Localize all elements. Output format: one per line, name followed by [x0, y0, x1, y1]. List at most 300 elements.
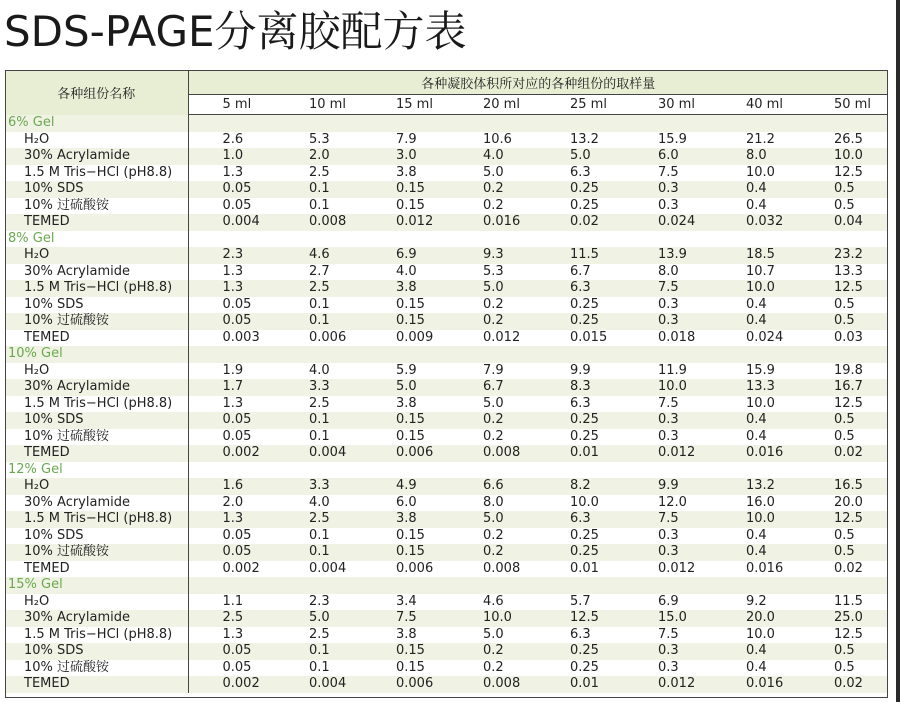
value-cell: 0.25 — [536, 544, 624, 561]
empty-cell — [536, 462, 624, 479]
value-cell: 2.0 — [275, 148, 362, 165]
value-cell: 7.5 — [362, 610, 449, 627]
table-row — [5, 297, 888, 314]
empty-cell — [712, 231, 800, 248]
value-cell: 0.3 — [624, 643, 712, 660]
table-row — [5, 412, 888, 429]
component-name-cell: 10% SDS — [5, 643, 188, 660]
value-cell: 7.9 — [396, 131, 417, 147]
value-cell: 7.5 — [658, 164, 679, 180]
volume-group-header: 各种凝胶体积所对应的各种组份的取样量 — [188, 70, 888, 95]
value-cell: 0.05 — [222, 296, 252, 312]
value-cell: 1.3 — [188, 280, 275, 297]
value-cell: 0.4 — [712, 313, 800, 330]
gel-section-row — [5, 346, 888, 363]
value-cell: 11.5 — [834, 593, 863, 609]
value-cell: 10.0 — [570, 494, 599, 510]
value-cell: 0.2 — [483, 197, 504, 213]
value-cell: 1.1 — [222, 593, 244, 609]
value-cell: 0.4 — [746, 197, 767, 213]
empty-cell — [449, 115, 536, 132]
value-cell: 2.7 — [309, 263, 330, 279]
value-cell: 0.3 — [658, 428, 679, 444]
component-name-cell: 1.5 M Tris−HCl (pH8.8) — [5, 165, 188, 182]
value-cell: 0.5 — [834, 527, 855, 543]
table-row — [5, 330, 888, 347]
value-cell: 0.25 — [570, 428, 599, 444]
component-name-cell: 10% 过硫酸铵 — [5, 544, 188, 561]
value-cell: 6.3 — [570, 395, 591, 411]
value-cell: 3.8 — [396, 395, 417, 411]
empty-cell — [188, 346, 275, 363]
value-cell: 0.25 — [570, 659, 599, 675]
component-name-cell: 30% Acrylamide — [5, 610, 188, 627]
value-cell: 0.2 — [449, 412, 536, 429]
empty-cell — [800, 115, 888, 132]
empty-cell — [712, 115, 800, 132]
value-cell: 0.004 — [188, 214, 275, 231]
value-cell: 3.8 — [396, 164, 417, 180]
empty-cell — [800, 231, 888, 248]
value-cell: 2.5 — [309, 626, 330, 642]
value-cell: 0.006 — [362, 676, 449, 693]
value-cell: 3.3 — [275, 379, 362, 396]
empty-cell — [275, 231, 362, 248]
volume-header-cell: 25 ml — [536, 95, 624, 115]
value-cell: 0.008 — [483, 560, 521, 576]
table-row — [5, 528, 888, 545]
table-row — [5, 280, 888, 297]
empty-cell — [624, 462, 712, 479]
value-cell: 0.024 — [624, 214, 712, 231]
empty-cell — [624, 346, 712, 363]
value-cell: 9.2 — [746, 593, 767, 609]
value-cell: 0.02 — [800, 676, 888, 693]
value-cell: 20.0 — [712, 610, 800, 627]
value-cell: 0.02 — [536, 214, 624, 231]
empty-cell — [275, 462, 362, 479]
value-cell: 1.3 — [222, 263, 244, 279]
value-cell: 0.15 — [396, 296, 425, 312]
value-cell: 0.5 — [800, 313, 888, 330]
value-cell: 7.5 — [624, 511, 712, 528]
value-cell: 5.3 — [309, 131, 330, 147]
value-cell: 4.0 — [309, 494, 330, 510]
empty-cell — [449, 577, 536, 594]
component-name-cell: TEMED — [5, 561, 188, 578]
value-cell: 12.5 — [800, 511, 888, 528]
empty-cell — [624, 231, 712, 248]
value-cell: 9.9 — [570, 362, 591, 378]
table-row — [5, 445, 888, 462]
value-cell: 18.5 — [712, 247, 800, 264]
value-cell: 4.9 — [362, 478, 449, 495]
value-cell: 0.012 — [624, 676, 712, 693]
value-cell: 2.5 — [309, 164, 330, 180]
value-cell: 0.004 — [275, 445, 362, 462]
value-cell: 2.0 — [222, 494, 244, 510]
value-cell: 0.1 — [309, 296, 330, 312]
value-cell: 0.009 — [396, 329, 434, 345]
gel-section-row — [5, 231, 888, 248]
value-cell: 0.4 — [746, 527, 767, 543]
value-cell: 16.0 — [746, 494, 775, 510]
value-cell: 0.4 — [746, 659, 767, 675]
value-cell: 13.3 — [834, 263, 863, 279]
empty-cell — [188, 577, 275, 594]
value-cell: 0.5 — [834, 197, 855, 213]
value-cell: 0.032 — [712, 214, 800, 231]
table-row — [5, 511, 888, 528]
value-cell: 0.008 — [449, 676, 536, 693]
value-cell: 4.6 — [483, 593, 504, 609]
value-cell: 6.3 — [536, 280, 624, 297]
value-cell: 0.016 — [746, 560, 784, 576]
value-cell: 15.9 — [658, 131, 687, 147]
value-cell: 0.15 — [362, 181, 449, 198]
empty-cell — [536, 577, 624, 594]
value-cell: 13.2 — [570, 131, 599, 147]
value-cell: 0.25 — [536, 313, 624, 330]
empty-cell — [536, 115, 624, 132]
value-cell: 5.0 — [449, 280, 536, 297]
value-cell: 0.008 — [275, 214, 362, 231]
value-cell: 2.5 — [275, 280, 362, 297]
value-cell: 6.3 — [570, 164, 591, 180]
component-name-cell: H₂O — [5, 594, 188, 611]
value-cell: 4.0 — [449, 148, 536, 165]
value-cell: 0.4 — [712, 412, 800, 429]
component-name-cell: 1.5 M Tris−HCl (pH8.8) — [5, 627, 188, 644]
component-name-cell: H₂O — [5, 247, 188, 264]
component-name-cell: 30% Acrylamide — [5, 379, 188, 396]
empty-cell — [362, 462, 449, 479]
value-cell: 7.5 — [658, 395, 679, 411]
component-name-cell: 1.5 M Tris−HCl (pH8.8) — [5, 280, 188, 297]
value-cell: 5.9 — [396, 362, 417, 378]
value-cell: 2.5 — [275, 511, 362, 528]
value-cell: 0.3 — [624, 544, 712, 561]
value-cell: 0.05 — [222, 527, 252, 543]
component-name-cell: H₂O — [5, 478, 188, 495]
empty-cell — [188, 115, 275, 132]
value-cell: 0.024 — [746, 329, 784, 345]
value-cell: 0.018 — [658, 329, 696, 345]
value-cell: 5.0 — [483, 395, 504, 411]
component-name-cell: 30% Acrylamide — [5, 495, 188, 512]
value-cell: 0.006 — [309, 329, 347, 345]
component-name-cell: TEMED — [5, 330, 188, 347]
value-cell: 6.3 — [570, 626, 591, 642]
gel-section-label: 6% Gel — [5, 115, 188, 132]
value-cell: 11.5 — [536, 247, 624, 264]
gel-section-label: 12% Gel — [5, 462, 188, 479]
component-name-cell: 10% SDS — [5, 528, 188, 545]
component-name-cell: 10% SDS — [5, 297, 188, 314]
value-cell: 1.3 — [222, 626, 244, 642]
value-cell: 0.3 — [658, 527, 679, 543]
value-cell: 0.15 — [362, 313, 449, 330]
value-cell: 10.0 — [800, 148, 888, 165]
table-row — [5, 594, 888, 611]
value-cell: 0.15 — [396, 197, 425, 213]
empty-cell — [188, 462, 275, 479]
value-cell: 15.9 — [746, 362, 775, 378]
value-cell: 0.05 — [188, 544, 275, 561]
value-cell: 0.3 — [658, 659, 679, 675]
value-cell: 0.3 — [624, 313, 712, 330]
value-cell: 1.0 — [188, 148, 275, 165]
value-cell: 0.5 — [800, 643, 888, 660]
value-cell: 0.04 — [800, 214, 888, 231]
value-cell: 0.1 — [275, 544, 362, 561]
value-cell: 0.1 — [309, 527, 330, 543]
empty-cell — [449, 346, 536, 363]
table-row — [5, 363, 888, 380]
value-cell: 8.0 — [712, 148, 800, 165]
value-cell: 0.002 — [222, 560, 260, 576]
page-title: SDS-PAGE分离胶配方表 — [4, 7, 467, 56]
value-cell: 3.0 — [362, 148, 449, 165]
table-row — [5, 181, 888, 198]
value-cell: 6.6 — [449, 478, 536, 495]
empty-cell — [800, 577, 888, 594]
value-cell: 9.9 — [624, 478, 712, 495]
component-name-cell: 10% 过硫酸铵 — [5, 429, 188, 446]
value-cell: 0.016 — [712, 676, 800, 693]
empty-cell — [712, 462, 800, 479]
value-cell: 0.1 — [309, 197, 330, 213]
value-cell: 9.3 — [449, 247, 536, 264]
empty-cell — [712, 346, 800, 363]
table-row — [5, 495, 888, 512]
value-cell: 1.7 — [188, 379, 275, 396]
gel-section-label: 15% Gel — [5, 577, 188, 594]
value-cell: 13.2 — [712, 478, 800, 495]
table-row — [5, 198, 888, 215]
table-row — [5, 132, 888, 149]
value-cell: 16.5 — [800, 478, 888, 495]
value-cell: 0.2 — [449, 544, 536, 561]
component-name-cell: 30% Acrylamide — [5, 264, 188, 281]
value-cell: 0.2 — [483, 428, 504, 444]
value-cell: 10.0 — [712, 280, 800, 297]
table-row — [5, 627, 888, 644]
value-cell: 5.0 — [275, 610, 362, 627]
value-cell: 1.9 — [222, 362, 244, 378]
gel-section-label: 10% Gel — [5, 346, 188, 363]
value-cell: 6.3 — [536, 511, 624, 528]
value-cell: 0.3 — [658, 296, 679, 312]
table-row — [5, 247, 888, 264]
value-cell: 3.8 — [396, 626, 417, 642]
value-cell: 6.0 — [624, 148, 712, 165]
value-cell: 8.3 — [536, 379, 624, 396]
recipe-table — [5, 70, 888, 693]
value-cell: 6.7 — [570, 263, 591, 279]
value-cell: 4.6 — [275, 247, 362, 264]
value-cell: 4.0 — [396, 263, 417, 279]
empty-cell — [449, 231, 536, 248]
volume-header-cell: 40 ml — [712, 95, 800, 115]
value-cell: 0.5 — [834, 296, 855, 312]
table-row — [5, 478, 888, 495]
volume-header-cell: 5 ml — [188, 95, 275, 115]
empty-cell — [449, 462, 536, 479]
value-cell: 0.05 — [222, 428, 252, 444]
empty-cell — [800, 346, 888, 363]
value-cell: 12.0 — [658, 494, 687, 510]
empty-cell — [362, 577, 449, 594]
component-name-cell: 10% SDS — [5, 181, 188, 198]
value-cell: 5.3 — [483, 263, 504, 279]
table-row — [5, 264, 888, 281]
value-cell: 0.15 — [362, 643, 449, 660]
table-row — [5, 379, 888, 396]
empty-cell — [624, 115, 712, 132]
gel-section-row — [5, 462, 888, 479]
empty-cell — [275, 115, 362, 132]
value-cell: 0.1 — [275, 181, 362, 198]
value-cell: 0.25 — [536, 181, 624, 198]
value-cell: 20.0 — [834, 494, 863, 510]
empty-cell — [362, 231, 449, 248]
value-cell: 6.9 — [362, 247, 449, 264]
value-cell: 7.5 — [624, 280, 712, 297]
empty-cell — [275, 346, 362, 363]
value-cell: 0.05 — [188, 643, 275, 660]
value-cell: 0.15 — [362, 412, 449, 429]
empty-cell — [188, 231, 275, 248]
value-cell: 2.6 — [222, 131, 244, 147]
value-cell: 15.0 — [624, 610, 712, 627]
value-cell: 0.05 — [188, 412, 275, 429]
value-cell: 12.5 — [834, 164, 863, 180]
value-cell: 0.002 — [188, 676, 275, 693]
value-cell: 0.5 — [800, 181, 888, 198]
value-cell: 0.5 — [834, 428, 855, 444]
volume-header-cell: 15 ml — [362, 95, 449, 115]
component-name-cell: 1.5 M Tris−HCl (pH8.8) — [5, 511, 188, 528]
value-cell: 0.016 — [449, 214, 536, 231]
volume-header-cell: 10 ml — [275, 95, 362, 115]
value-cell: 0.01 — [536, 676, 624, 693]
value-cell: 5.0 — [536, 148, 624, 165]
value-cell: 0.05 — [188, 313, 275, 330]
value-cell: 3.3 — [275, 478, 362, 495]
value-cell: 0.006 — [362, 445, 449, 462]
value-cell: 0.012 — [483, 329, 521, 345]
value-cell: 3.8 — [362, 280, 449, 297]
empty-cell — [536, 231, 624, 248]
volume-header-cell: 30 ml — [624, 95, 712, 115]
value-cell: 0.012 — [624, 445, 712, 462]
value-cell: 5.0 — [449, 511, 536, 528]
value-cell: 5.0 — [483, 626, 504, 642]
table-row — [5, 544, 888, 561]
value-cell: 0.3 — [624, 181, 712, 198]
value-cell: 0.5 — [834, 659, 855, 675]
component-name-cell: 10% SDS — [5, 412, 188, 429]
value-cell: 0.006 — [396, 560, 434, 576]
value-cell: 6.7 — [449, 379, 536, 396]
value-cell: 0.02 — [834, 560, 863, 576]
table-row — [5, 429, 888, 446]
value-cell: 2.3 — [309, 593, 330, 609]
value-cell: 0.5 — [800, 412, 888, 429]
value-cell: 4.0 — [309, 362, 330, 378]
value-cell: 10.7 — [746, 263, 775, 279]
value-cell: 0.15 — [396, 527, 425, 543]
value-cell: 0.05 — [222, 659, 252, 675]
value-cell: 10.0 — [746, 164, 775, 180]
component-name-cell: TEMED — [5, 445, 188, 462]
value-cell: 0.25 — [570, 527, 599, 543]
value-cell: 0.003 — [222, 329, 260, 345]
value-cell: 0.008 — [449, 445, 536, 462]
value-cell: 10.0 — [746, 395, 775, 411]
component-name-cell: 10% 过硫酸铵 — [5, 198, 188, 215]
value-cell: 0.1 — [309, 428, 330, 444]
value-cell: 0.4 — [712, 544, 800, 561]
value-cell: 0.4 — [746, 428, 767, 444]
table-row — [5, 214, 888, 231]
value-cell: 12.5 — [834, 395, 863, 411]
volume-header-cell: 20 ml — [449, 95, 536, 115]
gel-section-row — [5, 115, 888, 132]
value-cell: 6.9 — [658, 593, 679, 609]
value-cell: 1.3 — [188, 511, 275, 528]
value-cell: 0.4 — [746, 296, 767, 312]
value-cell: 7.5 — [658, 626, 679, 642]
value-cell: 0.03 — [834, 329, 863, 345]
table-row — [5, 610, 888, 627]
table-row — [5, 561, 888, 578]
value-cell: 0.4 — [712, 643, 800, 660]
empty-cell — [275, 577, 362, 594]
component-column-header: 各种组份名称 — [5, 70, 188, 115]
value-cell: 0.016 — [712, 445, 800, 462]
empty-cell — [712, 577, 800, 594]
value-cell: 1.3 — [222, 395, 244, 411]
component-name-cell: 30% Acrylamide — [5, 148, 188, 165]
component-name-cell: 10% 过硫酸铵 — [5, 313, 188, 330]
value-cell: 0.25 — [570, 197, 599, 213]
value-cell: 0.012 — [362, 214, 449, 231]
value-cell: 8.0 — [658, 263, 679, 279]
value-cell: 11.9 — [658, 362, 687, 378]
value-cell: 10.0 — [712, 511, 800, 528]
value-cell: 0.2 — [449, 313, 536, 330]
value-cell: 2.3 — [188, 247, 275, 264]
value-cell: 0.012 — [658, 560, 696, 576]
value-cell: 5.0 — [483, 164, 504, 180]
component-name-cell: 10% 过硫酸铵 — [5, 660, 188, 677]
value-cell: 19.8 — [834, 362, 863, 378]
table-row — [5, 165, 888, 182]
recipe-table-body — [5, 115, 888, 693]
table-row — [5, 396, 888, 413]
value-cell: 0.2 — [449, 181, 536, 198]
value-cell: 7.9 — [483, 362, 504, 378]
value-cell: 8.0 — [483, 494, 504, 510]
empty-cell — [362, 115, 449, 132]
value-cell: 0.05 — [222, 197, 252, 213]
value-cell: 3.8 — [362, 511, 449, 528]
value-cell: 0.1 — [275, 313, 362, 330]
value-cell: 0.4 — [712, 181, 800, 198]
value-cell: 0.1 — [275, 412, 362, 429]
